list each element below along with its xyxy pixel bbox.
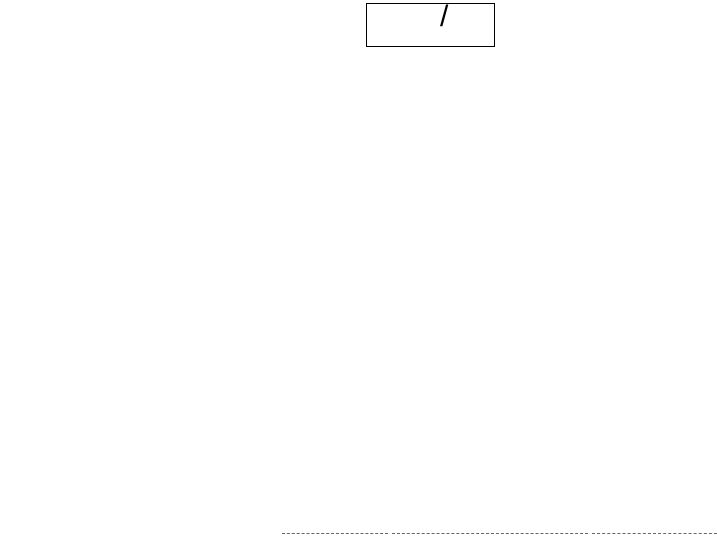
date-signature: [282, 533, 388, 534]
host-captain-signature: [392, 533, 588, 534]
slash-divider: /: [440, 0, 449, 33]
guest-captain-signature: [592, 533, 717, 534]
